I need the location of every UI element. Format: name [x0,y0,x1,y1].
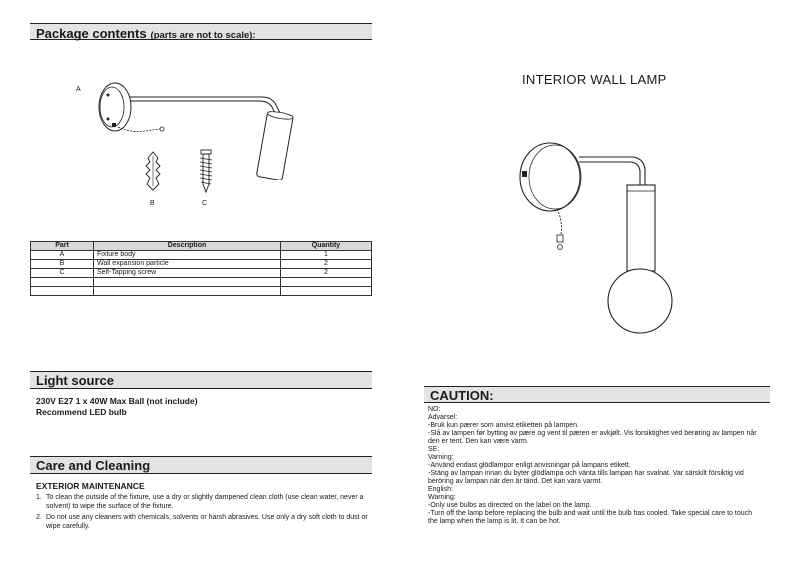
caution-line: NO: [428,406,441,413]
light-source-header [30,371,372,389]
table-cell: A [31,251,94,260]
column-header: Quantity [281,242,372,251]
table-row [31,260,372,269]
caution-line: -Only use bulbs as directed on the label on the lamp. [428,502,592,509]
table-cell [281,278,372,287]
table-cell [281,287,372,296]
table-row [31,251,372,260]
part-label-a: A [76,86,81,93]
table-row [31,287,372,296]
caution-line: beröring av lampan när den är tänd. Det kan vara varmt. [428,478,603,485]
table-cell [31,287,94,296]
list-item: 1. To clean the outside of the fixture, use a dry or slightly dampened clean cloth (use clean water, never a solvent) to wipe the surface of the fixture. [36,494,364,510]
care-instructions [34,494,374,534]
wall-lamp-illustration [505,135,695,350]
fixture-body-drawing [90,75,300,180]
exterior-maintenance-heading: EXTERIOR MAINTENANCE [36,481,145,491]
table-cell: 2 [281,260,372,269]
table-header-row [31,242,372,251]
caution-line: Advarsel: [428,414,458,421]
part-label-c: C [202,200,208,207]
light-source-spec: 230V E27 1 x 40W Max Ball (not include) [36,396,198,406]
caution-line: -Använd endast glödlampor enligt anvisningar på lampans etikett. [428,462,631,469]
table-row [31,278,372,287]
column-header: Part [31,242,94,251]
care-cleaning-header [30,456,372,474]
table-cell: B [31,260,94,269]
package-contents-title: Package contents [36,26,147,41]
caution-line: Warning: [428,494,456,501]
table-cell [94,278,281,287]
table-cell: Fixture body [94,251,281,260]
package-contents-subtitle: (parts are not to scale): [150,30,256,41]
table-cell: Wall expansion particle [94,260,281,269]
parts-table [30,241,372,296]
table-cell: Self-Tapping screw [94,269,281,278]
caution-line: -Bruk kun pærer som anvist etiketten på lampen. [428,422,579,429]
caution-header [424,386,770,403]
self-tapping-screw-drawing [196,148,216,194]
light-source-recommendation: Recommend LED bulb [36,407,127,417]
care-cleaning-title: Care and Cleaning [36,458,151,473]
caution-text [428,406,773,526]
table-cell [94,287,281,296]
table-cell: 2 [281,269,372,278]
wall-expansion-particle-drawing [142,150,164,192]
caution-line: -Stäng av lampan innan du byter glödlampa och vänta tills lampan har svalnat. Var särskilt försiktig vid [428,470,744,477]
caution-line: Varning: [428,454,454,461]
caution-title: CAUTION: [430,388,494,403]
table-row [31,269,372,278]
caution-line: SE: [428,446,440,453]
table-cell: 1 [281,251,372,260]
caution-line: English: [428,486,453,493]
caution-line: -Slå av lampen før bytting av pære og vent til pæren er avkjølt. Vis forsiktighet ved berøring av lampen når [428,430,757,437]
column-header: Description [94,242,281,251]
part-label-b: B [150,200,155,207]
caution-line: the lamp when the lamp is lit. It can be hot. [428,518,561,525]
light-source-title: Light source [36,373,115,388]
table-cell: C [31,269,94,278]
caution-line: den er tent. Den kan være varm. [428,438,529,445]
package-contents-header [30,23,372,40]
caution-line: -Turn off the lamp before replacing the bulb and wait until the bulb has cooled. Take special care to touch [428,510,753,517]
product-title: INTERIOR WALL LAMP [522,72,667,87]
list-item: 2. Do not use any cleaners with chemicals, solvents or harsh abrasives. Use only a dry soft cloth to dust or wipe carefully. [36,514,368,530]
table-cell [31,278,94,287]
